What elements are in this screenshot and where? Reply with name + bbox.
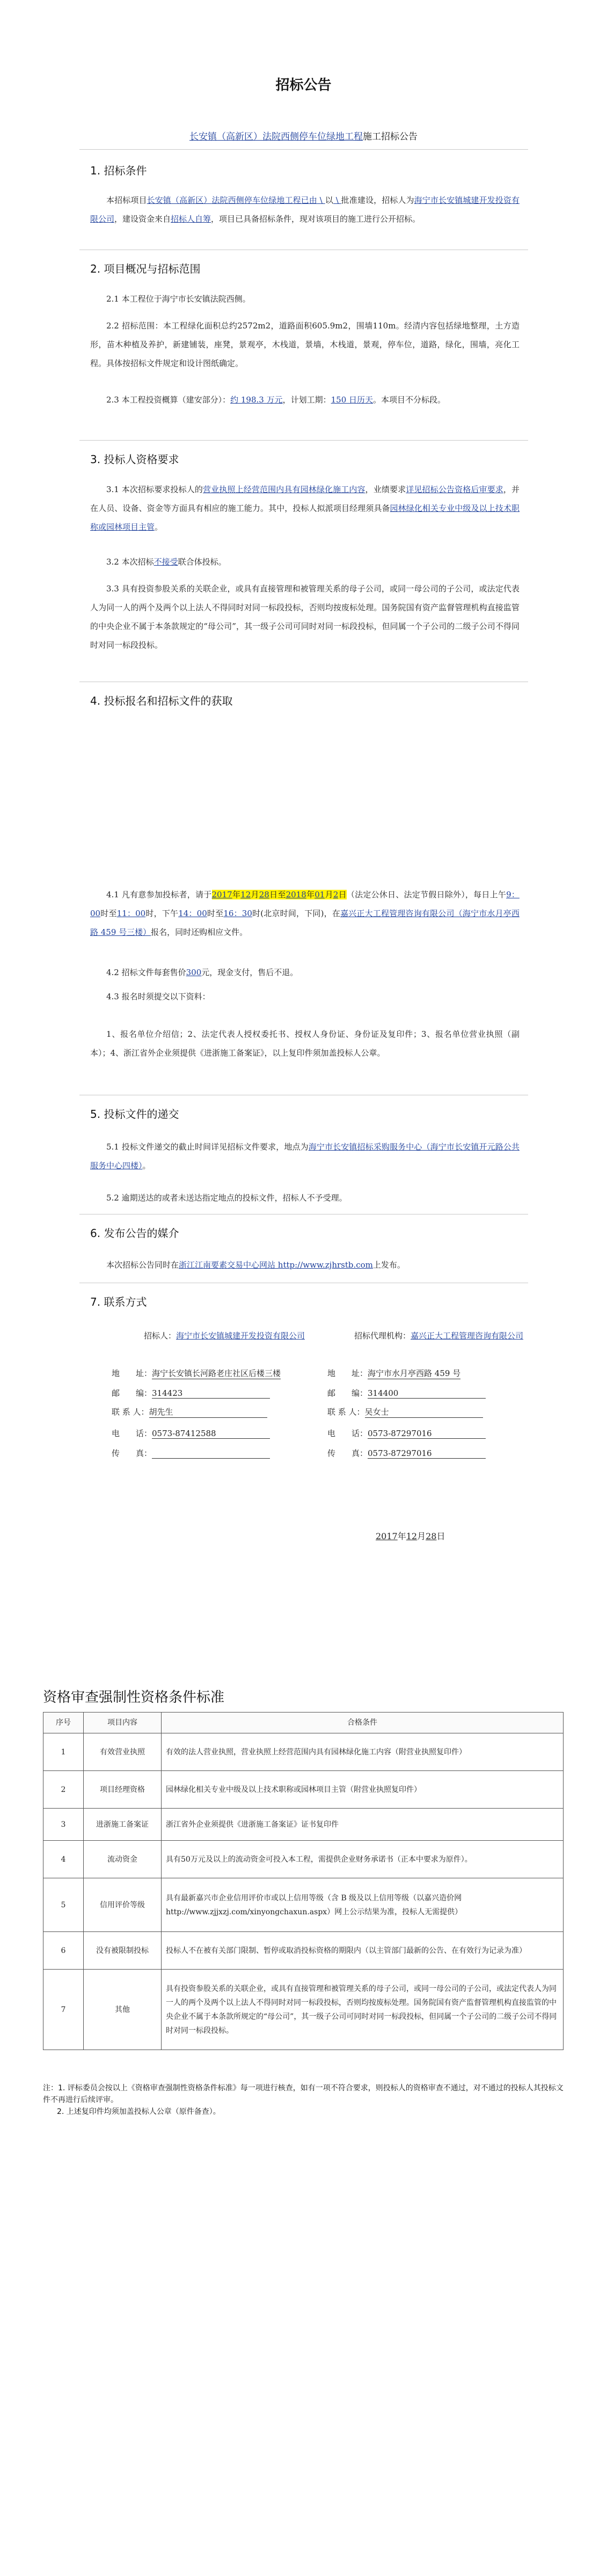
tenderer-row bbox=[144, 1330, 305, 1341]
label: 电 话： bbox=[112, 1429, 152, 1438]
section-3-2 bbox=[90, 553, 520, 572]
row-condition: 具有最新嘉兴市企业信用评价市或以上信用等级（含 B 级及以上信用等级（以嘉兴造价网 http://www.zjjxzj.com/xinyongchaxun.aspx）网上公示结果为准，投标人无需提供） bbox=[162, 1878, 564, 1932]
section-heading-4: 4. 投标报名和招标文件的获取 bbox=[90, 694, 233, 707]
manager-requirement: 园林绿化相关专业中级及以上技术职称或园林项目主管 bbox=[90, 503, 520, 532]
date-day: 28 bbox=[426, 1531, 437, 1541]
text: 。 bbox=[155, 522, 163, 532]
text: ，并在人员、设备、资金等方面具有相应的施工能力。其中，投标人拟派项目经理须具备 bbox=[90, 485, 520, 513]
end-year: 2018 bbox=[286, 890, 306, 899]
table-row bbox=[43, 1733, 564, 1771]
time: 14：00 bbox=[178, 909, 207, 918]
section-2-1: 2.1 本工程位于海宁市长安镇法院西侧。 bbox=[106, 294, 251, 304]
row-item: 流动资金 bbox=[84, 1841, 162, 1878]
label: 招标人： bbox=[144, 1331, 177, 1341]
agent-row bbox=[354, 1330, 523, 1341]
time: 9：00 bbox=[90, 890, 520, 918]
time: 11：00 bbox=[116, 909, 146, 918]
section-heading-6: 6. 发布公告的媒介 bbox=[90, 1227, 179, 1240]
label: 邮 编： bbox=[112, 1388, 152, 1398]
tenderer-phone: 0573-87412588 bbox=[152, 1429, 270, 1439]
section-4-2 bbox=[90, 963, 520, 982]
required-documents: 1、报名单位介绍信；2、法定代表人授权委托书、授权人身份证、身份证及复印件；3、报名单位营业执照（副本）；4、浙江省外企业须提供《进浙施工备案证》，以上复印件须加盖投标人公章。 bbox=[90, 1029, 520, 1058]
label: 传 真： bbox=[327, 1448, 368, 1458]
text: 以 bbox=[325, 195, 333, 205]
fax-row-right bbox=[327, 1447, 486, 1459]
text: 4.2 招标文件每套售价 bbox=[106, 968, 186, 977]
text: ，项目已具备招标条件，现对该项目的施工进行公开招标。 bbox=[211, 214, 421, 224]
table-row bbox=[43, 1841, 564, 1878]
text: 4.1 凡有意参加投标者，请于 bbox=[106, 890, 212, 899]
address-row-right bbox=[327, 1367, 460, 1379]
tenderer-postcode: 314423 bbox=[152, 1388, 270, 1399]
row-condition: 浙江省外企业须提供《进浙施工备案证》证书复印件 bbox=[162, 1809, 564, 1841]
table-row bbox=[43, 1878, 564, 1932]
tenderer-name: 海宁市长安镇城建开发投资有限公司 bbox=[176, 1331, 305, 1341]
text: 3.2 本次招标 bbox=[106, 557, 154, 567]
text: （法定公休日、法定节假日除外），每日上午 bbox=[346, 890, 507, 899]
registration-location: 嘉兴正大工程管理咨询有限公司（海宁市水月亭西路 459 号三楼） bbox=[90, 909, 520, 937]
text: 时至 bbox=[100, 909, 117, 918]
announcement-subtitle bbox=[0, 129, 607, 142]
project-name-link[interactable]: 长安镇（高新区）法院西侧停车位绿地工程 bbox=[189, 131, 363, 142]
section-6-body bbox=[90, 1256, 520, 1275]
day-unit: 日至 bbox=[269, 890, 286, 899]
text: ，计划工期： bbox=[282, 395, 331, 405]
month-unit: 月 bbox=[251, 890, 259, 899]
row-item: 项目经理资格 bbox=[84, 1771, 162, 1809]
note-1: 注：1. 评标委员会按以上《资格审查强制性资格条件标准》每一项进行核查，如有一项不符合要求，则投标人的资格审查不通过，对不通过的投标人其投标文件不再进行后续评审。 bbox=[43, 2084, 564, 2104]
performance-requirement: 详见招标公告资格后审要求 bbox=[406, 485, 503, 494]
announcement-date bbox=[376, 1529, 445, 1542]
section-heading-5: 5. 投标文件的递交 bbox=[90, 1108, 179, 1121]
day-unit: 日 bbox=[436, 1531, 445, 1541]
text: 本招标项目 bbox=[106, 195, 147, 205]
row-item: 信用评价等级 bbox=[84, 1878, 162, 1932]
page-title: 招标公告 bbox=[275, 77, 332, 93]
month-unit: 月 bbox=[325, 890, 333, 899]
section-heading-7: 7. 联系方式 bbox=[90, 1296, 147, 1308]
section-5-1 bbox=[90, 1138, 520, 1175]
row-index: 7 bbox=[43, 1970, 84, 2050]
label: 招标代理机构： bbox=[354, 1331, 411, 1341]
section-heading-3: 3. 投标人资格要求 bbox=[90, 453, 179, 466]
text: 。 bbox=[142, 1161, 151, 1170]
date-year: 2017 bbox=[376, 1531, 398, 1541]
label: 联 系 人： bbox=[112, 1407, 149, 1417]
criteria-table bbox=[43, 1712, 564, 2050]
text: 联合体投标。 bbox=[178, 557, 226, 567]
address-row-left bbox=[112, 1367, 281, 1379]
text: 5.1 投标文件递交的截止时间详见招标文件要求，地点为 bbox=[106, 1142, 309, 1152]
section-4-3: 4.3 报名时须提交以下资料： bbox=[106, 992, 210, 1001]
text: 元，现金支付，售后不退。 bbox=[201, 968, 298, 977]
text: 报名，同时还购相应文件。 bbox=[151, 927, 248, 937]
postcode-row-right bbox=[327, 1387, 486, 1399]
label: 电 话： bbox=[327, 1429, 368, 1438]
row-index: 4 bbox=[43, 1841, 84, 1878]
text: 批准建设，招标人为 bbox=[341, 195, 414, 205]
table-row bbox=[43, 1771, 564, 1809]
text: ，业绩要求 bbox=[365, 485, 406, 494]
start-year: 2017 bbox=[211, 890, 232, 899]
blank: \ bbox=[317, 195, 325, 205]
fax-row-left bbox=[112, 1447, 270, 1459]
phone-row-left bbox=[112, 1428, 270, 1439]
header-cell: 项目内容 bbox=[84, 1713, 162, 1733]
day-unit: 日 bbox=[338, 890, 347, 899]
end-month: 01 bbox=[315, 890, 325, 899]
duration-value: 150 日历天 bbox=[331, 395, 374, 405]
year-unit: 年 bbox=[306, 890, 315, 899]
blank: \ bbox=[333, 195, 341, 205]
contact-person-row-left bbox=[112, 1406, 267, 1418]
text: 时(北京时间，下同)，在 bbox=[252, 909, 341, 918]
text: 上发布。 bbox=[372, 1260, 405, 1270]
agent-contact: 吴女士 bbox=[365, 1406, 483, 1418]
agent-name: 嘉兴正大工程管理咨询有限公司 bbox=[411, 1331, 524, 1341]
row-condition: 具有投资参股关系的关联企业，或具有直接管理和被管理关系的母子公司，或同一母公司的子公司，或法定代表人为同一人的两个及两个以上法人不得同时对同一标段投标，否则均按废标处理。国务院国有资产监督管理机构直接监管的中央企业不属于本条款所规定的“母公司”，其一级子公司可同时对同一标段投标，但同属一个子公司的二级子公司不得同时对同一标段投标。 bbox=[162, 1970, 564, 2050]
header-cell: 序号 bbox=[43, 1713, 84, 1733]
row-item: 其他 bbox=[84, 1970, 162, 2050]
time: 16：30 bbox=[223, 909, 252, 918]
label: 传 真： bbox=[112, 1448, 152, 1458]
row-index: 6 bbox=[43, 1932, 84, 1970]
start-month: 12 bbox=[240, 890, 251, 899]
agent-postcode: 314400 bbox=[368, 1388, 486, 1399]
year-unit: 年 bbox=[397, 1531, 406, 1541]
section-heading-2: 2. 项目概况与招标范围 bbox=[90, 262, 201, 275]
tenderer-contact: 胡先生 bbox=[149, 1406, 267, 1418]
start-day: 28 bbox=[259, 890, 269, 899]
submission-location: 海宁市长安镇招标采购服务中心（海宁市长安镇开元路公共服务中心四楼） bbox=[90, 1142, 520, 1170]
section-heading-1: 1. 招标条件 bbox=[90, 164, 147, 177]
contact-person-row-right bbox=[327, 1406, 483, 1418]
row-index: 2 bbox=[43, 1771, 84, 1809]
media-website-link[interactable]: 浙江江南要素交易中心网站 http://www.zjhrstb.com bbox=[179, 1260, 373, 1270]
table-row bbox=[43, 1932, 564, 1970]
postcode-row-left bbox=[112, 1387, 270, 1399]
tenderer-fax bbox=[152, 1448, 270, 1459]
text: 时，下午 bbox=[145, 909, 179, 918]
section-2-3 bbox=[90, 391, 520, 409]
label: 联 系 人： bbox=[327, 1407, 365, 1417]
text: ，建设资金来自 bbox=[114, 214, 171, 224]
header-cell: 合格条件 bbox=[162, 1713, 564, 1733]
section-3-3: 3.3 具有投资参股关系的关联企业，或具有直接管理和被管理关系的母子公司，或同一母公司的子公司，或法定代表人为同一人的两个及两个以上法人不得同时对同一标段投标，否则均按废标处理。国务院国有资产监督管理机构直接监管的中央企业不属于本条款规定的“母公司”，其一级子公司可同时对同一标段投标，但同属一个子公司的二级子公司不得同时对同一标段投标。 bbox=[90, 584, 520, 650]
text: 本次招标公告同时在 bbox=[106, 1260, 179, 1270]
row-condition: 具有50万元及以上的流动资金可投入本工程，需提供企业财务承诺书（正本中要求为原件）。 bbox=[162, 1841, 564, 1878]
label: 地 址： bbox=[112, 1368, 152, 1378]
label: 邮 编： bbox=[327, 1388, 368, 1398]
row-condition: 有效的法人营业执照，营业执照上经营范围内具有园林绿化施工内容（附营业执照复印件） bbox=[162, 1733, 564, 1771]
tenderer-address: 海宁长安镇长河路老庄社区后楼三楼 bbox=[152, 1368, 281, 1378]
text: 3.1 本次招标要求投标人的 bbox=[106, 485, 203, 494]
row-index: 3 bbox=[43, 1809, 84, 1841]
label: 地 址： bbox=[327, 1368, 368, 1378]
section-5-2: 5.2 逾期送达的或者未送达指定地点的投标文件，招标人不予受理。 bbox=[106, 1193, 347, 1203]
agent-phone: 0573-87297016 bbox=[368, 1429, 486, 1439]
date-month: 12 bbox=[406, 1531, 418, 1541]
row-index: 5 bbox=[43, 1878, 84, 1932]
table-row bbox=[43, 1809, 564, 1841]
text: 时至 bbox=[207, 909, 224, 918]
row-item: 没有被限制投标 bbox=[84, 1932, 162, 1970]
table-row bbox=[43, 1970, 564, 2050]
section-4-1 bbox=[90, 885, 520, 942]
row-condition: 园林绿化相关专业中级及以上技术职称或园林项目主管（附营业执照复印件） bbox=[162, 1771, 564, 1809]
criteria-title: 资格审查强制性资格条件标准 bbox=[43, 1689, 225, 1706]
agent-address: 海宁市水月亭西路 459 号 bbox=[368, 1368, 461, 1378]
project-name: 长安镇（高新区）法院西侧停车位绿地工程已由 bbox=[147, 195, 317, 205]
section-3-1 bbox=[90, 480, 520, 537]
month-unit: 月 bbox=[417, 1531, 426, 1541]
row-item: 进浙施工备案证 bbox=[84, 1809, 162, 1841]
phone-row-right bbox=[327, 1428, 486, 1439]
row-index: 1 bbox=[43, 1733, 84, 1771]
subtitle-suffix: 施工招标公告 bbox=[363, 131, 418, 142]
scope-requirement: 营业执照上经营范围内具有园林绿化施工内容 bbox=[203, 485, 365, 494]
fund-source: 招标人自筹 bbox=[171, 214, 211, 224]
consortium-flag: 不接受 bbox=[153, 557, 178, 567]
table-header-row bbox=[43, 1713, 564, 1733]
row-condition: 投标人不在被有关部门限制、暂停或取消投标资格的期限内（以主管部门最新的公告、在有效行为记录为准） bbox=[162, 1932, 564, 1970]
tenderer-name: 海宁市长安镇城建开发投资有限公司 bbox=[90, 195, 520, 224]
text: 2.3 本工程投资概算（建安部分）： bbox=[106, 395, 231, 405]
budget-value: 约 198.3 万元 bbox=[230, 395, 283, 405]
note-2: 2. 上述复印件均须加盖投标人公章（原件备查）。 bbox=[57, 2107, 221, 2116]
end-day: 2 bbox=[333, 890, 339, 899]
subtitle-divider bbox=[79, 149, 528, 150]
text: 。本项目不分标段。 bbox=[373, 395, 446, 405]
section-divider bbox=[79, 440, 528, 441]
document-price: 300 bbox=[186, 968, 202, 977]
section-1-body bbox=[90, 191, 520, 229]
agent-fax: 0573-87297016 bbox=[368, 1448, 486, 1459]
year-unit: 年 bbox=[232, 890, 241, 899]
criteria-notes bbox=[43, 2082, 564, 2118]
row-item: 有效营业执照 bbox=[84, 1733, 162, 1771]
section-2-2: 2.2 招标范围：本工程绿化面积总约2572m2，道路面积605.9m2，围墙110m。经清内容包括绿地整理，土方造形，苗木种植及养护，新建铺装，座凳，景观亭，木栈道，景墙，木栈道，景观，停车位，道路，绿化，围墙，亮化工程。具体按招标文件规定和设计图纸确定。 bbox=[90, 321, 520, 368]
